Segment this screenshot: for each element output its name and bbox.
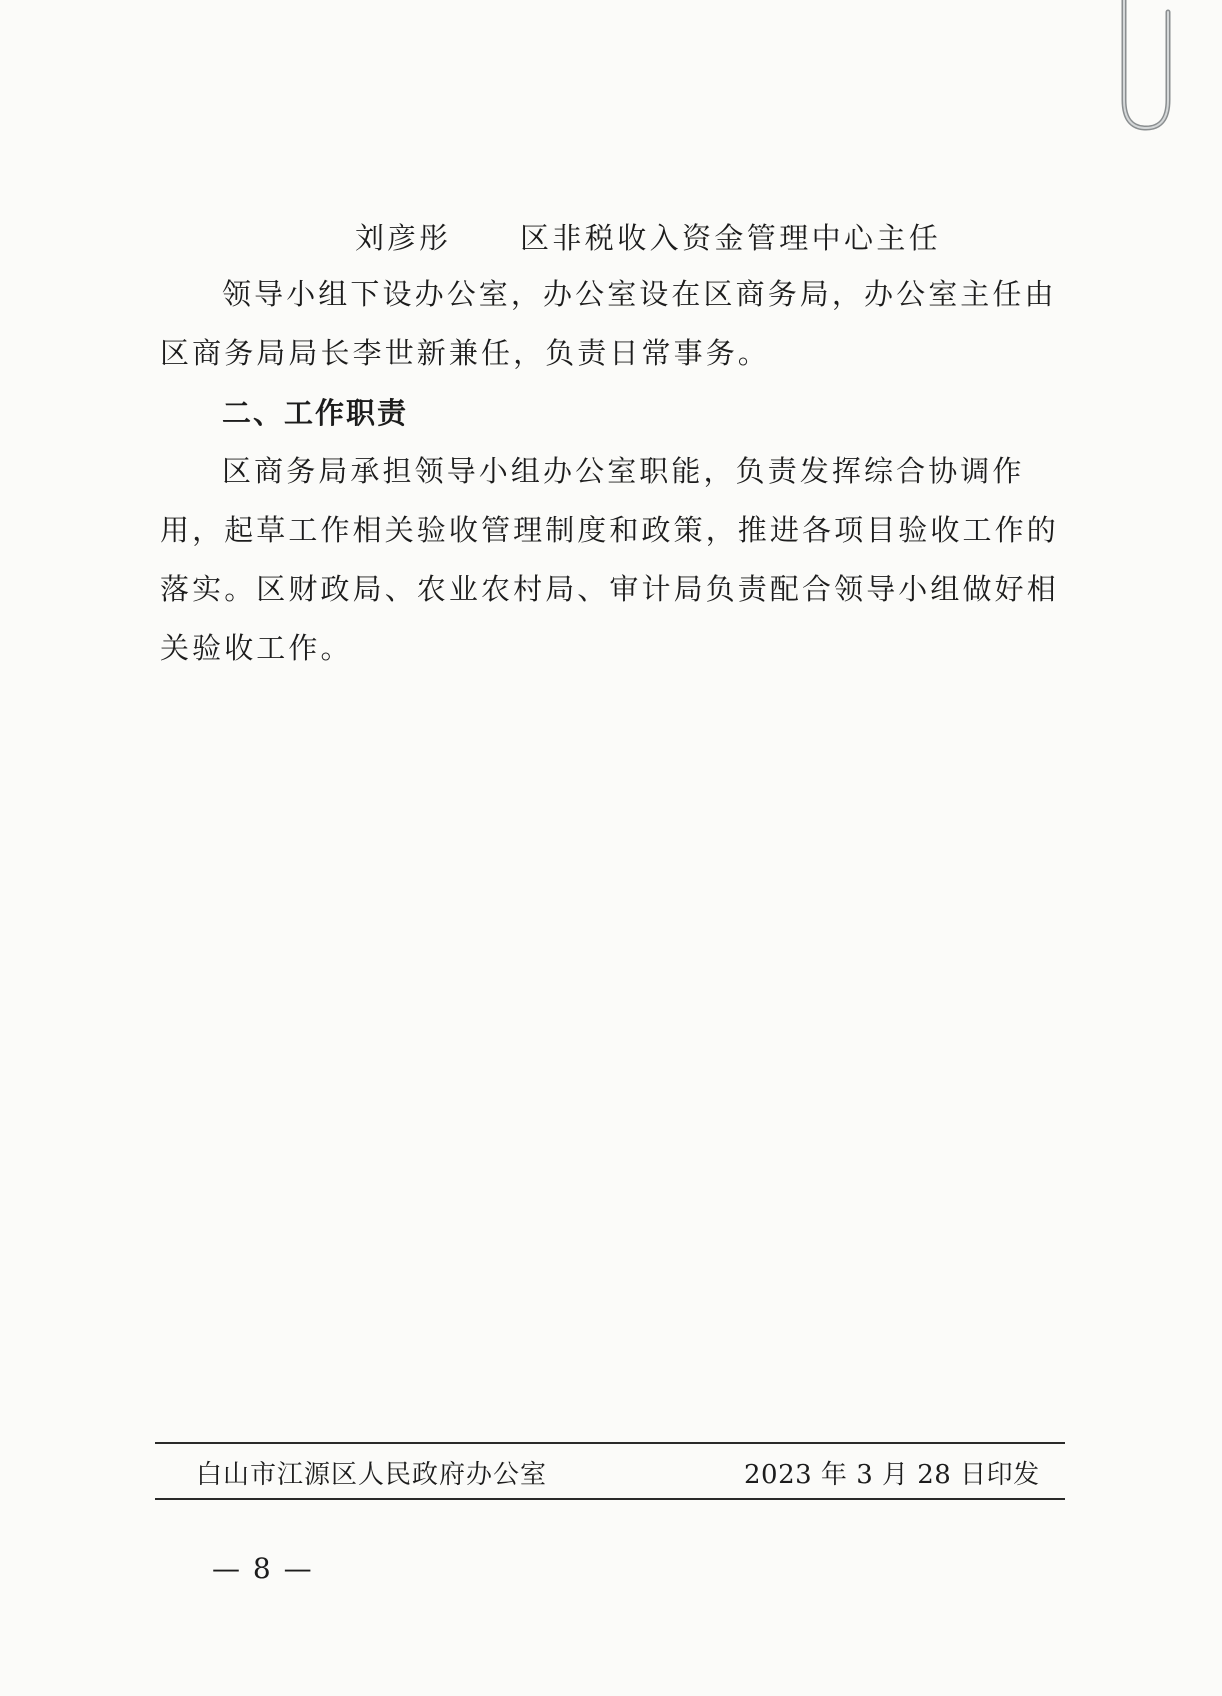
footer-top-rule bbox=[155, 1442, 1065, 1444]
duties-paragraph-line-3: 落实。区财政局、农业农村局、审计局负责配合领导小组做好相 bbox=[160, 572, 1059, 606]
paperclip-icon bbox=[1112, 0, 1172, 140]
office-paragraph-line-1: 领导小组下设办公室，办公室设在区商务局，办公室主任由 bbox=[222, 277, 1057, 311]
duties-paragraph-line-2: 用，起草工作相关验收管理制度和政策，推进各项目验收工作的 bbox=[160, 513, 1059, 547]
footer-issuer: 白山市江源区人民政府办公室 bbox=[196, 1460, 548, 1490]
member-title: 区非税收入资金管理中心主任 bbox=[520, 221, 942, 255]
duties-paragraph-line-1: 区商务局承担领导小组办公室职能，负责发挥综合协调作 bbox=[222, 454, 1025, 488]
duties-paragraph-line-4: 关验收工作。 bbox=[160, 631, 353, 665]
member-name: 刘彦彤 bbox=[355, 221, 452, 255]
page-number: — 8 — bbox=[212, 1552, 314, 1585]
section-heading: 二、工作职责 bbox=[222, 396, 409, 430]
office-paragraph-line-2: 区商务局局长李世新兼任，负责日常事务。 bbox=[160, 336, 770, 370]
footer-date: 2023 年 3 月 28 日印发 bbox=[744, 1460, 1040, 1490]
footer-bottom-rule bbox=[155, 1498, 1065, 1500]
